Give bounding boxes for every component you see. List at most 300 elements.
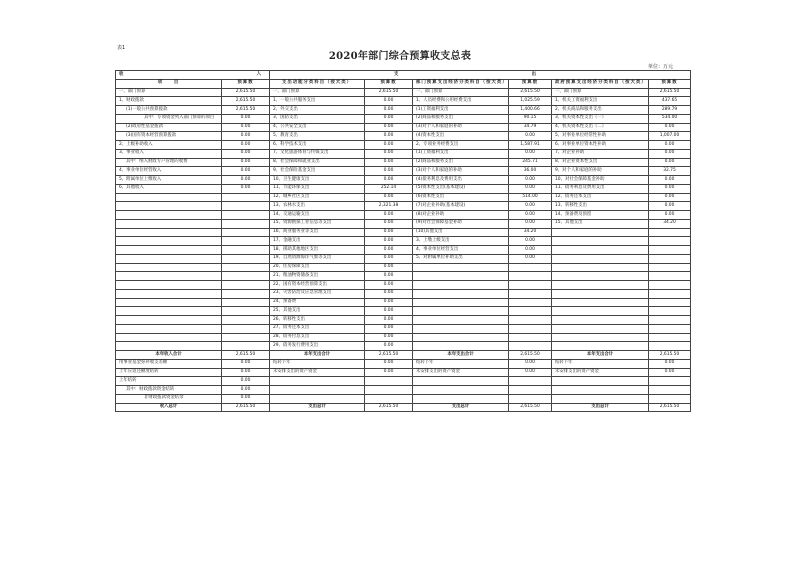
func-class-amount: 0.00: [365, 149, 413, 158]
gov-econ-amount: [649, 377, 691, 386]
income-amount: [222, 254, 270, 263]
dept-econ-item: [413, 333, 509, 342]
func-class-item: 14、交通运输支出: [270, 211, 365, 220]
income-amount: [222, 298, 270, 307]
table-row: [116, 281, 691, 290]
income-item: [116, 228, 222, 237]
gov-econ-amount: 0.00: [649, 193, 691, 202]
income-amount: [222, 237, 270, 246]
gov-econ-item: 4、机关资本性支出（二）: [552, 123, 649, 132]
gov-econ-item: [552, 289, 649, 298]
func-class-item: 1、一般公共服务支出: [270, 97, 365, 106]
gov-econ-amount: 0.00: [649, 141, 691, 150]
income-amount: 0.00: [222, 149, 270, 158]
dept-econ-amount: 0.00: [509, 149, 552, 158]
dept-econ-item: (1)工资福利支出: [413, 149, 509, 158]
func-class-item: 16、商业服务业等支出: [270, 228, 365, 237]
dept-econ-item: [413, 386, 509, 395]
func-class-item: 15、资源勘探工业信息等支出: [270, 219, 365, 228]
page-title: 2020年部门综合预算收支总表: [328, 51, 472, 62]
gov-econ-amount: 2,615.50: [649, 351, 691, 360]
dept-econ-item: [413, 281, 509, 290]
income-item: [116, 324, 222, 333]
func-class-item: 20、住房保障支出: [270, 263, 365, 272]
gov-econ-item: [552, 394, 649, 403]
func-class-item: 26、转移性支出: [270, 316, 365, 325]
gov-econ-item: [552, 237, 649, 246]
dept-econ-item: [413, 324, 509, 333]
dept-econ-item: [413, 316, 509, 325]
gov-econ-amount: [649, 263, 691, 272]
col-dept-econ-header: 部门预算支出经济分类科目（按大类）: [413, 79, 509, 88]
dept-econ-amount: 1,025.59: [509, 97, 552, 106]
dept-econ-item: (9)对社会保障基金补助: [413, 219, 509, 228]
income-item: [116, 237, 222, 246]
table-row: [116, 193, 691, 202]
gov-econ-amount: [649, 272, 691, 281]
income-item: [116, 246, 222, 255]
func-class-amount: 0.00: [365, 246, 413, 255]
income-amount: [222, 272, 270, 281]
func-class-amount: 0.00: [365, 97, 413, 106]
income-item: [116, 333, 222, 342]
func-class-item: 24、预备费: [270, 298, 365, 307]
income-item: [116, 281, 222, 290]
dept-econ-amount: 2,615.50: [509, 403, 552, 412]
income-amount: [222, 342, 270, 351]
func-class-item: 3、国防支出: [270, 114, 365, 123]
gov-econ-amount: [649, 254, 691, 263]
dept-econ-amount: 0.00: [509, 246, 552, 255]
income-item: [116, 263, 222, 272]
func-class-item: 18、援助其他地区支出: [270, 246, 365, 255]
gov-econ-amount: [649, 307, 691, 316]
gov-econ-item: 本年支出合计: [552, 351, 649, 360]
gov-econ-item: 一、部门预算: [552, 88, 649, 97]
dept-econ-item: (8)对企业补助: [413, 211, 509, 220]
func-class-item: 21、粮油物资储备支出: [270, 272, 365, 281]
func-class-item: 11、节能环保支出: [270, 184, 365, 193]
income-amount: 2,615.50: [222, 351, 270, 360]
gov-econ-amount: 0.00: [649, 158, 691, 167]
income-amount: 2,615.50: [222, 88, 270, 97]
func-class-amount: 0.00: [365, 307, 413, 316]
income-item: [116, 202, 222, 211]
header-row-top: [116, 71, 691, 80]
income-item: 4、事业单位经营收入: [116, 167, 222, 176]
income-amount: 0.00: [222, 386, 270, 395]
func-class-item: 6、科学技术支出: [270, 141, 365, 150]
income-item: [116, 193, 222, 202]
dept-econ-item: 未安排支出的资产资金: [413, 368, 509, 377]
table-row: [116, 167, 691, 176]
gov-econ-item: 14、预备费及预留: [552, 211, 649, 220]
func-class-item: 8、社会保障和就业支出: [270, 158, 365, 167]
income-amount: [222, 228, 270, 237]
income-amount: [222, 324, 270, 333]
func-class-amount: 0.00: [365, 298, 413, 307]
income-amount: [222, 281, 270, 290]
dept-econ-item: 本年支出合计: [413, 351, 509, 360]
col-func-class-header: 支出功能分类科目（按大类）: [270, 79, 365, 88]
func-class-item: 结转下年: [270, 359, 365, 368]
func-class-amount: 2,321.38: [365, 202, 413, 211]
income-amount: [222, 333, 270, 342]
dept-econ-item: [413, 342, 509, 351]
income-amount: [222, 263, 270, 272]
gov-econ-item: 11、债务利息及费用支出: [552, 184, 649, 193]
gov-econ-amount: [649, 394, 691, 403]
dept-econ-amount: 0.00: [509, 359, 552, 368]
gov-econ-amount: [649, 289, 691, 298]
dept-econ-item: (4)债务利息及费用支出: [413, 176, 509, 185]
gov-econ-item: 8、对企业资本性支出: [552, 158, 649, 167]
dept-econ-item: [413, 394, 509, 403]
gov-econ-item: 支出总计: [552, 403, 649, 412]
col-budget-header: 预算数: [509, 79, 552, 88]
income-item: 其中：纳入财政专户管理的收费: [116, 158, 222, 167]
func-class-amount: 0.00: [365, 254, 413, 263]
func-class-amount: 0.00: [365, 158, 413, 167]
gov-econ-item: [552, 254, 649, 263]
dept-econ-item: 3、上缴上级支出: [413, 237, 509, 246]
income-amount: 2,615.50: [222, 97, 270, 106]
gov-econ-item: [552, 281, 649, 290]
table-row: [116, 237, 691, 246]
gov-econ-amount: [649, 386, 691, 395]
func-class-amount: 0.00: [365, 281, 413, 290]
col-budget-header: 预算数: [365, 79, 413, 88]
dept-econ-item: (3)对个人和家庭的补助: [413, 123, 509, 132]
dept-econ-amount: 245.71: [509, 158, 552, 167]
dept-econ-amount: [509, 298, 552, 307]
func-class-item: 未安排支出的资产资金: [270, 368, 365, 377]
income-amount: [222, 307, 270, 316]
income-amount: 0.00: [222, 368, 270, 377]
func-class-item: 一、部门预算: [270, 88, 365, 97]
func-class-amount: 0.00: [365, 141, 413, 150]
func-class-amount: 0.00: [365, 316, 413, 325]
unit-label: 单位：万元: [648, 64, 674, 70]
dept-econ-amount: 2,615.50: [509, 88, 552, 97]
func-class-amount: 0.00: [365, 123, 413, 132]
balance-row: [116, 368, 691, 377]
income-item: 一、部门预算: [116, 88, 222, 97]
table-row: [116, 228, 691, 237]
func-class-amount: 2,615.50: [365, 351, 413, 360]
gov-econ-item: [552, 228, 649, 237]
dept-econ-item: (10)其他支出: [413, 228, 509, 237]
func-class-item: [270, 394, 365, 403]
func-class-amount: 0.00: [365, 237, 413, 246]
subtotal-row: [116, 351, 691, 360]
income-item: [116, 342, 222, 351]
income-amount: 0.00: [222, 114, 270, 123]
gov-econ-item: [552, 263, 649, 272]
func-class-amount: 0.00: [365, 342, 413, 351]
func-class-amount: 0.00: [365, 333, 413, 342]
gov-econ-amount: 34.20: [649, 219, 691, 228]
gov-econ-amount: 0.00: [649, 176, 691, 185]
gov-econ-amount: 32.75: [649, 167, 691, 176]
income-item: 非财政拨款资金结余: [116, 394, 222, 403]
table-row: [116, 333, 691, 342]
func-class-amount: [365, 394, 413, 403]
dept-econ-item: 4、事业单位经营支出: [413, 246, 509, 255]
balance-row: [116, 359, 691, 368]
dept-econ-item: [413, 289, 509, 298]
income-amount: [222, 289, 270, 298]
gov-econ-item: [552, 272, 649, 281]
dept-econ-item: (7)对企业补助(基本建设): [413, 202, 509, 211]
func-class-amount: 0.00: [365, 106, 413, 115]
table-row: [116, 246, 691, 255]
gov-econ-amount: [649, 333, 691, 342]
dept-econ-amount: 34.79: [509, 123, 552, 132]
gov-econ-item: [552, 246, 649, 255]
dept-econ-item: [413, 377, 509, 386]
income-item: 6、其他收入: [116, 184, 222, 193]
income-amount: 0.00: [222, 167, 270, 176]
income-item: 2、上级补助收入: [116, 141, 222, 150]
header-row-columns: [116, 79, 691, 88]
func-class-amount: 0.00: [365, 359, 413, 368]
income-amount: 0.00: [222, 359, 270, 368]
func-class-item: 19、自然资源海洋气象等支出: [270, 254, 365, 263]
gov-econ-amount: 289.79: [649, 106, 691, 115]
budget-summary-table: [115, 70, 691, 412]
gov-econ-item: 1、机关工资福利支出: [552, 97, 649, 106]
func-class-item: 5、教育支出: [270, 132, 365, 141]
func-class-amount: 0.00: [365, 114, 413, 123]
gov-econ-amount: 437.65: [649, 97, 691, 106]
gov-econ-amount: [649, 237, 691, 246]
gov-econ-item: 15、其他支出: [552, 219, 649, 228]
gov-econ-item: 12、债务还本支出: [552, 193, 649, 202]
gov-econ-item: [552, 386, 649, 395]
table-row: [116, 149, 691, 158]
table-row: [116, 324, 691, 333]
func-class-amount: 0.00: [365, 193, 413, 202]
table-row: [116, 342, 691, 351]
dept-econ-amount: 0.00: [509, 237, 552, 246]
func-class-amount: 0.00: [365, 263, 413, 272]
income-item: [116, 307, 222, 316]
func-class-item: 4、公共安全支出: [270, 123, 365, 132]
func-class-item: [270, 377, 365, 386]
dept-econ-amount: 1,587.91: [509, 141, 552, 150]
gov-econ-item: 2、机关商品和服务支出: [552, 106, 649, 115]
dept-econ-item: (3)对个人和家庭的补助: [413, 167, 509, 176]
dept-econ-item: [413, 307, 509, 316]
dept-econ-amount: [509, 333, 552, 342]
dept-econ-amount: 36.00: [509, 167, 552, 176]
func-class-item: 23、灾害防治及应急管理支出: [270, 289, 365, 298]
gov-econ-amount: [649, 316, 691, 325]
income-item: [116, 211, 222, 220]
func-class-item: 7、文化旅游体育与传媒支出: [270, 149, 365, 158]
table-row: [116, 88, 691, 97]
income-header: 收 入: [116, 71, 270, 80]
table-row: [116, 263, 691, 272]
dept-econ-amount: 2,615.50: [509, 351, 552, 360]
income-item: 本年收入合计: [116, 351, 222, 360]
dept-econ-amount: [509, 263, 552, 272]
gov-econ-item: 3、机关资本性支出（一）: [552, 114, 649, 123]
dept-econ-item: (1)工资福利支出: [413, 106, 509, 115]
gov-econ-item: [552, 316, 649, 325]
table-row: [116, 184, 691, 193]
dept-econ-item: (2)商品和服务支出: [413, 158, 509, 167]
func-class-item: 2、外交支出: [270, 106, 365, 115]
income-item: (3)国有资本经营预算拨款: [116, 132, 222, 141]
gov-econ-item: 13、转移性支出: [552, 202, 649, 211]
expense-header: 支 出: [270, 71, 691, 80]
func-class-amount: 0.00: [365, 368, 413, 377]
table-row: [116, 123, 691, 132]
gov-econ-item: 结转下年: [552, 359, 649, 368]
func-class-item: 28、债务付息支出: [270, 333, 365, 342]
gov-econ-amount: [649, 298, 691, 307]
col-gov-econ-header: 政府预算支出经济分类科目（按大类）: [552, 79, 649, 88]
dept-econ-amount: 90.15: [509, 114, 552, 123]
income-item: [116, 254, 222, 263]
income-amount: 2,615.50: [222, 106, 270, 115]
balance-row: [116, 377, 691, 386]
income-item: 5、附属单位上缴收入: [116, 176, 222, 185]
gov-econ-amount: 0.00: [649, 211, 691, 220]
func-class-amount: 0.00: [365, 211, 413, 220]
func-class-amount: 2,615.50: [365, 88, 413, 97]
income-amount: [222, 211, 270, 220]
func-class-item: 10、卫生健康支出: [270, 176, 365, 185]
func-class-amount: [365, 377, 413, 386]
income-item: (1)一般公共预算拨款: [116, 106, 222, 115]
dept-econ-amount: 0.00: [509, 184, 552, 193]
gov-econ-item: 未安排支出的资产资金: [552, 368, 649, 377]
income-item: 3、事业收入: [116, 149, 222, 158]
income-item: 其中：专项资金列入部门预算的项目: [116, 114, 222, 123]
table-row: [116, 97, 691, 106]
gov-econ-amount: 0.00: [649, 149, 691, 158]
gov-econ-amount: 0.00: [649, 359, 691, 368]
table-row: [116, 106, 691, 115]
table-row: [116, 307, 691, 316]
gov-econ-item: [552, 377, 649, 386]
gov-econ-amount: [649, 342, 691, 351]
table-row: [116, 132, 691, 141]
dept-econ-item: 5、对附属单位补助支出: [413, 254, 509, 263]
func-class-item: 29、债务发行费用支出: [270, 342, 365, 351]
income-amount: [222, 246, 270, 255]
income-item: 1、财政拨款: [116, 97, 222, 106]
func-class-amount: 0.00: [365, 228, 413, 237]
balance-row: [116, 386, 691, 395]
gov-econ-item: [552, 324, 649, 333]
dept-econ-amount: [509, 316, 552, 325]
dept-econ-amount: 0.00: [509, 211, 552, 220]
dept-econ-amount: [509, 307, 552, 316]
func-class-amount: 0.00: [365, 219, 413, 228]
func-class-amount: 0.00: [365, 272, 413, 281]
func-class-item: 12、城乡社区支出: [270, 193, 365, 202]
func-class-item: 本年支出合计: [270, 351, 365, 360]
dept-econ-amount: 0.00: [509, 132, 552, 141]
dept-econ-amount: 0.00: [509, 254, 552, 263]
gov-econ-amount: 0.00: [649, 202, 691, 211]
income-amount: 0.00: [222, 132, 270, 141]
dept-econ-amount: [509, 377, 552, 386]
dept-econ-amount: [509, 272, 552, 281]
income-amount: 0.00: [222, 141, 270, 150]
dept-econ-amount: 34.20: [509, 228, 552, 237]
gov-econ-item: 6、对事业单位资本性补助: [552, 141, 649, 150]
func-class-amount: [365, 386, 413, 395]
dept-econ-item: [413, 263, 509, 272]
table-row: [116, 141, 691, 150]
gov-econ-item: [552, 298, 649, 307]
income-amount: 2,615.50: [222, 403, 270, 412]
income-amount: 0.00: [222, 158, 270, 167]
func-class-item: 27、债务还本支出: [270, 324, 365, 333]
table-row: [116, 219, 691, 228]
dept-econ-amount: 0.00: [509, 176, 552, 185]
income-amount: [222, 316, 270, 325]
gov-econ-amount: 0.00: [649, 368, 691, 377]
table-row: [116, 272, 691, 281]
gov-econ-amount: 1,007.00: [649, 132, 691, 141]
func-class-amount: 0.00: [365, 324, 413, 333]
table-number: 表1: [117, 45, 126, 51]
func-class-amount: 0.00: [365, 289, 413, 298]
table-row: [116, 289, 691, 298]
dept-econ-item: (5)资本性支出(基本建设): [413, 184, 509, 193]
gov-econ-amount: [649, 246, 691, 255]
dept-econ-item: 1、人员经费和公用经费支出: [413, 97, 509, 106]
income-item: [116, 298, 222, 307]
gov-econ-item: [552, 307, 649, 316]
income-item: 收入总计: [116, 403, 222, 412]
dept-econ-amount: 0.00: [509, 219, 552, 228]
func-class-amount: 0.00: [365, 132, 413, 141]
table-row: [116, 254, 691, 263]
dept-econ-amount: [509, 342, 552, 351]
table-row: [116, 158, 691, 167]
balance-row: [116, 394, 691, 403]
col-budget-header: 预算数: [222, 79, 270, 88]
col-budget-header: 预算数: [649, 79, 691, 88]
gov-econ-item: 9、对个人和家庭的补助: [552, 167, 649, 176]
gov-econ-amount: 2,615.50: [649, 88, 691, 97]
income-amount: 0.00: [222, 123, 270, 132]
table-row: [116, 316, 691, 325]
func-class-item: 9、社会保险基金支出: [270, 167, 365, 176]
dept-econ-item: (2)商品和服务支出: [413, 114, 509, 123]
income-amount: 0.00: [222, 377, 270, 386]
gov-econ-item: 5、对事业单位经常性补助: [552, 132, 649, 141]
dept-econ-amount: [509, 324, 552, 333]
table-row: [116, 114, 691, 123]
gov-econ-amount: [649, 324, 691, 333]
table-row: [116, 176, 691, 185]
income-amount: [222, 193, 270, 202]
income-item: 其中：财政拨款资金结转: [116, 386, 222, 395]
dept-econ-item: [413, 298, 509, 307]
gov-econ-item: 7、对企业补助: [552, 149, 649, 158]
dept-econ-amount: 1,400.66: [509, 106, 552, 115]
dept-econ-item: (4)资本性支出: [413, 132, 509, 141]
income-amount: 0.00: [222, 184, 270, 193]
